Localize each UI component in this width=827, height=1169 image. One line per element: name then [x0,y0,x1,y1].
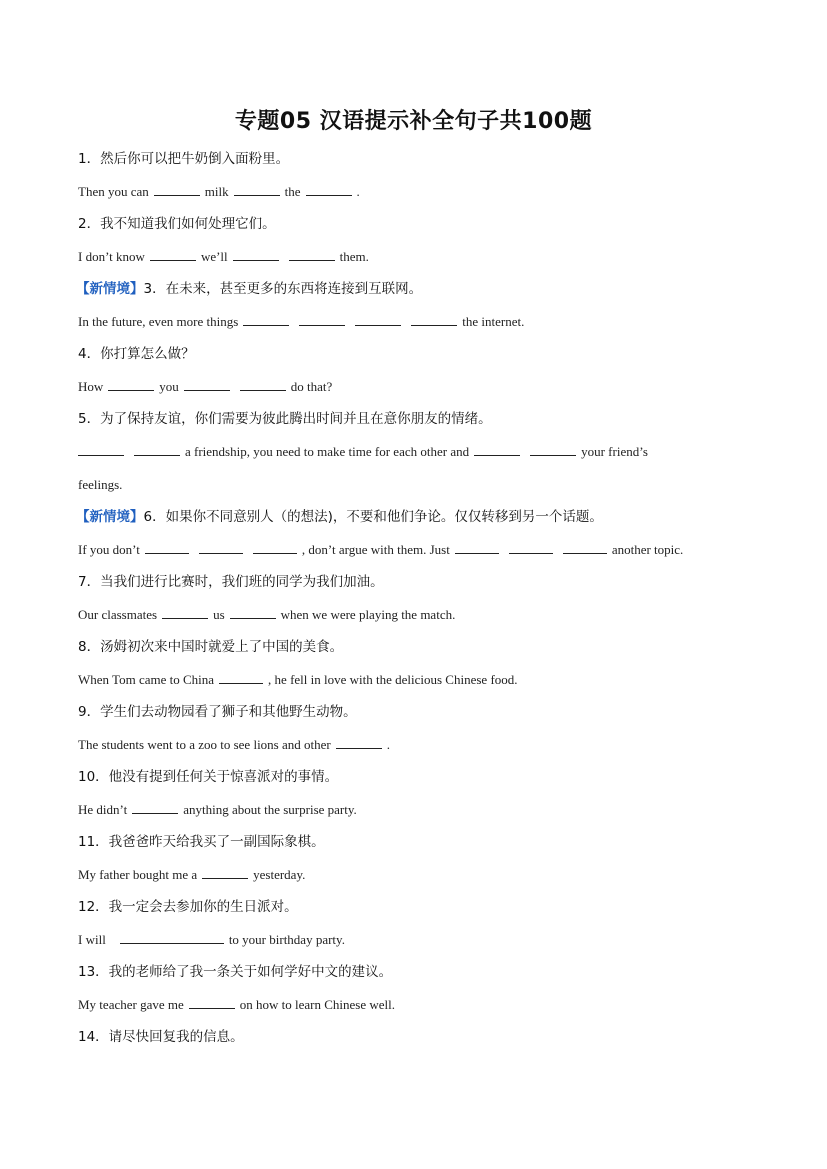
question-1-chinese: 1．然后你可以把牛奶倒入面粉里。 [78,151,290,167]
page-title: 专题05 汉语提示补全句子共100题 [234,109,593,134]
question-9-english: The students went to a zoo to see lions and other . [78,737,390,752]
question-7-chinese: 7．当我们进行比赛时，我们班的同学为我们加油。 [78,574,384,590]
question-11-english: My father bought me a yesterday. [78,867,306,882]
question-11-chinese: 11．我爸爸昨天给我买了一副国际象棋。 [78,834,325,850]
question-4-english: How you do that? [78,379,333,394]
question-13-chinese: 13．我的老师给了我一条关于如何学好中文的建议。 [78,964,393,980]
question-12-english: I will to your birthday party. [78,932,345,947]
question-3-english: In the future, even more things the internet. [78,314,525,329]
question-13-english: My teacher gave me on how to learn Chinese well. [78,997,396,1012]
question-7-english: Our classmates us when we were playing the match. [78,607,456,622]
question-4-chinese: 4．你打算怎么做？ [78,346,195,362]
question-8-chinese: 8．汤姆初次来中国时就爱上了中国的美食。 [78,639,344,655]
question-10-chinese: 10．他没有提到任何关于惊喜派对的事情。 [78,769,339,785]
question-14-chinese: 14．请尽快回复我的信息。 [78,1029,244,1045]
question-9-chinese: 9．学生们去动物园看了狮子和其他野生动物。 [78,704,357,720]
new-context-tag: 【新情境】 [76,509,144,525]
question-3-chinese: 【新情境】3．在未来，甚至更多的东西将连接到互联网。 [76,281,423,297]
question-8-english: When Tom came to China , he fell in love with the delicious Chinese food. [78,672,518,687]
question-2-chinese: 2．我不知道我们如何处理它们。 [78,216,276,232]
question-2-english: I don’t know we’ll them. [78,249,369,264]
question-6-english: If you don’t , don’t argue with them. Just another topic. [78,542,684,557]
question-6-chinese: 【新情境】6．如果你不同意别人（的想法)，不要和他们争论。仅仅转移到另一个话题。 [76,509,603,525]
question-5-english: a friendship, you need to make time for each other and your friend’s [78,442,648,462]
question-1-english: Then you can milk the . [78,184,360,199]
question-5-chinese: 5．为了保持友谊，你们需要为彼此腾出时间并且在意你朋友的情绪。 [78,411,492,427]
question-12-chinese: 12．我一定会去参加你的生日派对。 [78,899,298,915]
new-context-tag: 【新情境】 [76,281,144,297]
question-10-english: He didn’t anything about the surprise party. [78,802,357,817]
question-5-english-cont: feelings. [78,477,123,492]
